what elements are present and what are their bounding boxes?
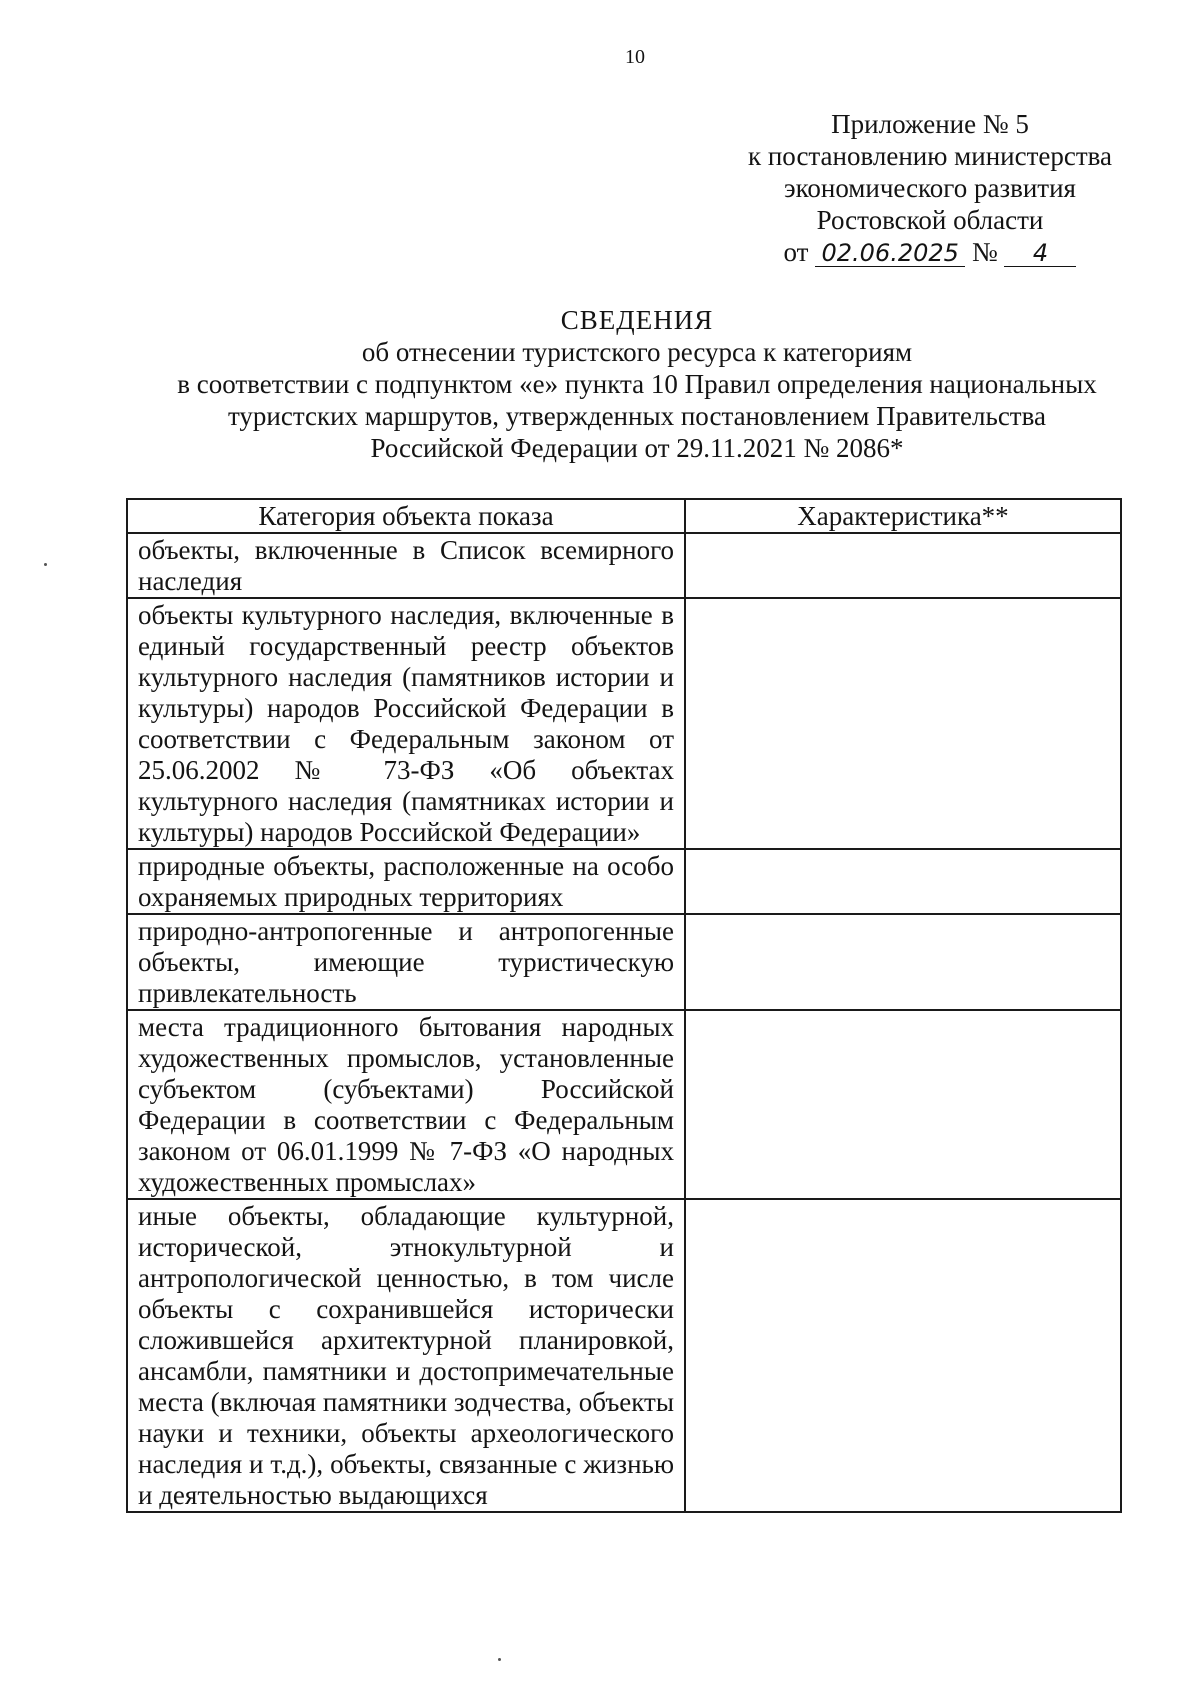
table-row	[127, 1199, 1121, 1512]
scan-speck	[44, 563, 47, 566]
category-cell: иные объекты, обладающие культурной, исторической, этнокультурной и антропологической ценностью, в том числе объекты с сохранившейся исторически сложившейся архитектурной планировкой, ансамбли, памятники и достопримечательные места (включая памятники зодчества, объекты науки и техники, объекты археологического наследия и т.д.), объекты, связанные с жизнью и деятельностью выдающихся	[127, 1199, 685, 1512]
table-row	[127, 914, 1121, 1010]
date-prefix: от	[783, 237, 809, 267]
title-line: в соответствии с подпунктом «е» пункта 10 Правил определения национальных	[177, 369, 1097, 399]
handwritten-date: 02.06.2025	[815, 240, 965, 267]
handwritten-number: 4	[1004, 240, 1076, 267]
title-heading: СВЕДЕНИЯ	[560, 305, 714, 335]
characteristic-cell[interactable]	[685, 533, 1121, 598]
category-cell: природные объекты, расположенные на особо охраняемых природных территориях	[127, 849, 685, 914]
appendix-line: к постановлению министерства	[747, 141, 1113, 171]
appendix-line: Ростовской области	[816, 205, 1044, 235]
characteristic-cell[interactable]	[685, 1010, 1121, 1199]
title-line: об отнесении туристского ресурса к категориям	[361, 337, 913, 367]
table-row	[127, 849, 1121, 914]
number-prefix: №	[971, 237, 998, 267]
column-header-characteristic: Характеристика**	[685, 499, 1121, 533]
title-line: туристских маршрутов, утвержденных постановлением Правительства	[227, 401, 1046, 431]
table-header-row	[127, 499, 1121, 533]
appendix-block	[700, 108, 1160, 268]
characteristic-cell[interactable]	[685, 914, 1121, 1010]
characteristic-cell[interactable]	[685, 1199, 1121, 1512]
table-row	[127, 1010, 1121, 1199]
appendix-line: экономического развития	[784, 173, 1076, 203]
category-cell: объекты, включенные в Список всемирного наследия	[127, 533, 685, 598]
appendix-title: Приложение № 5	[831, 109, 1029, 139]
characteristic-cell[interactable]	[685, 598, 1121, 849]
category-cell: природно-антропогенные и антропогенные объекты, имеющие туристическую привлекательность	[127, 914, 685, 1010]
table-row	[127, 533, 1121, 598]
category-cell: места традиционного бытования народных художественных промыслов, установленные субъектом (субъектами) Российской Федерации в соответствии с Федеральным законом от 06.01.1999 № 7-ФЗ «О народных художественных промыслах»	[127, 1010, 685, 1199]
title-line: Российской Федерации от 29.11.2021 № 2086*	[370, 433, 904, 463]
characteristic-cell[interactable]	[685, 849, 1121, 914]
categories-table	[126, 498, 1122, 1513]
document-title	[120, 304, 1154, 464]
category-cell: объекты культурного наследия, включенные в единый государственный реестр объектов культурного наследия (памятников истории и культуры) народов Российской Федерации в соответствии с Федеральным законом от 25.06.2002 № 73-ФЗ «Об объектах культурного наследия (памятниках истории и культуры) народов Российской Федерации»	[127, 598, 685, 849]
page-number: 10	[625, 46, 645, 68]
column-header-category: Категория объекта показа	[127, 499, 685, 533]
scan-speck	[498, 1658, 501, 1661]
appendix-date-line	[784, 236, 1077, 268]
table-row	[127, 598, 1121, 849]
